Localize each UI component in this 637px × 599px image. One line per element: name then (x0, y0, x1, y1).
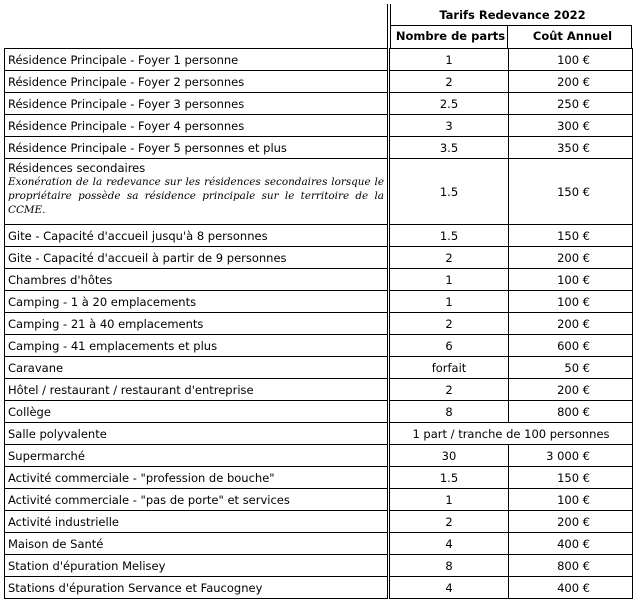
row-label-cell (5, 401, 389, 423)
table-row (5, 335, 633, 357)
table-row (5, 379, 633, 401)
row-label: Gite - Capacité d'accueil jusqu'à 8 personnes (8, 228, 268, 243)
table-row (5, 247, 633, 269)
row-parts: 2 (389, 247, 509, 269)
table-row (5, 225, 633, 247)
row-label-cell (5, 423, 389, 445)
table-row (5, 445, 633, 467)
table-row (5, 533, 633, 555)
row-label: Résidence Principale - Foyer 5 personnes et plus (8, 140, 287, 155)
row-cost: 400 € (509, 577, 633, 599)
table-row (5, 115, 633, 137)
row-parts: 1.5 (389, 159, 509, 225)
table-row (5, 467, 633, 489)
row-label-cell (5, 555, 389, 577)
row-label-cell (5, 511, 389, 533)
row-parts: 1 (389, 489, 509, 511)
row-cost: 200 € (509, 313, 633, 335)
row-label: Camping - 21 à 40 emplacements (8, 316, 204, 331)
row-label: Camping - 41 emplacements et plus (8, 338, 218, 353)
row-cost: 150 € (509, 467, 633, 489)
row-cost: 600 € (509, 335, 633, 357)
header-rule (391, 25, 632, 26)
table-row (5, 401, 633, 423)
row-parts: 8 (389, 555, 509, 577)
row-label: Camping - 1 à 20 emplacements (8, 294, 197, 309)
row-label: Hôtel / restaurant / restaurant d'entreprise (8, 382, 254, 397)
row-cost: 150 € (509, 159, 633, 225)
row-label: Résidence Principale - Foyer 4 personnes (8, 118, 245, 133)
table-row (5, 577, 633, 599)
row-span-value: 1 part / tranche de 100 personnes (389, 423, 633, 445)
row-note: Exonération de la redevance sur les résidences secondaires lorsque le propriétaire possède sa résidence principale sur le territoire de la CCME. (8, 176, 384, 216)
row-parts: 1 (389, 291, 509, 313)
row-cost: 100 € (509, 489, 633, 511)
table-row (5, 159, 633, 225)
header-right-edge (631, 25, 632, 48)
row-parts: 2 (389, 71, 509, 93)
header-double-line-left (387, 4, 388, 48)
row-label-cell (5, 71, 389, 93)
row-parts: 1 (389, 49, 509, 71)
rates-table (4, 48, 633, 599)
row-parts: 4 (389, 577, 509, 599)
row-label-cell (5, 269, 389, 291)
table-row (5, 489, 633, 511)
row-label: Activité industrielle (8, 514, 119, 529)
row-label: Maison de Santé (8, 536, 104, 551)
row-parts: 8 (389, 401, 509, 423)
row-label: Activité commerciale - "profession de bouche" (8, 470, 275, 485)
table-row (5, 269, 633, 291)
header-column-divider (507, 25, 508, 48)
row-cost: 200 € (509, 71, 633, 93)
row-label: Stations d'épuration Servance et Faucogney (8, 580, 263, 595)
table-row (5, 555, 633, 577)
header-blank-2 (4, 25, 388, 46)
row-cost: 800 € (509, 555, 633, 577)
row-parts: 6 (389, 335, 509, 357)
row-label-cell (5, 159, 389, 225)
table-row (5, 423, 633, 445)
row-label-cell (5, 467, 389, 489)
row-label-cell (5, 357, 389, 379)
row-parts: 4 (389, 533, 509, 555)
row-label-cell (5, 577, 389, 599)
table-row (5, 313, 633, 335)
row-cost: 250 € (509, 93, 633, 115)
row-cost: 200 € (509, 379, 633, 401)
row-label: Activité commerciale - "pas de porte" et services (8, 492, 290, 507)
row-label-cell (5, 533, 389, 555)
row-parts: 1.5 (389, 225, 509, 247)
row-cost: 200 € (509, 247, 633, 269)
header-double-line-right (390, 4, 391, 48)
row-label: Résidence Principale - Foyer 1 personne (8, 52, 239, 67)
row-parts: 2 (389, 313, 509, 335)
rates-table-body (5, 49, 633, 599)
table-row (5, 511, 633, 533)
row-cost: 100 € (509, 291, 633, 313)
row-parts: 1.5 (389, 467, 509, 489)
table-row (5, 93, 633, 115)
row-label: Station d'épuration Melisey (8, 558, 166, 573)
row-label-cell (5, 247, 389, 269)
row-parts: 2.5 (389, 93, 509, 115)
row-parts: 2 (389, 379, 509, 401)
table-row (5, 291, 633, 313)
row-label: Salle polyvalente (8, 426, 107, 441)
row-cost: 200 € (509, 511, 633, 533)
row-label-cell (5, 313, 389, 335)
row-parts: 2 (389, 511, 509, 533)
row-label-cell (5, 93, 389, 115)
row-label: Caravane (8, 360, 64, 375)
column-header-parts: Nombre de parts (395, 28, 506, 43)
row-cost: 3 000 € (509, 445, 633, 467)
row-cost: 150 € (509, 225, 633, 247)
row-parts: 30 (389, 445, 509, 467)
row-cost: 800 € (509, 401, 633, 423)
row-cost: 350 € (509, 137, 633, 159)
header-blank (4, 4, 388, 25)
table-row (5, 49, 633, 71)
row-cost: 100 € (509, 49, 633, 71)
row-parts: 3 (389, 115, 509, 137)
row-label-cell (5, 291, 389, 313)
row-label: Résidences secondaires (8, 161, 146, 175)
row-label-cell (5, 445, 389, 467)
row-cost: 400 € (509, 533, 633, 555)
table-row (5, 137, 633, 159)
row-parts: 1 (389, 269, 509, 291)
table-row (5, 357, 633, 379)
row-label: Résidence Principale - Foyer 3 personnes (8, 96, 245, 111)
row-label: Gite - Capacité d'accueil à partir de 9 personnes (8, 250, 287, 265)
row-cost: 50 € (509, 357, 633, 379)
row-cost: 100 € (509, 269, 633, 291)
column-header-cost: Coût Annuel (532, 28, 613, 43)
row-label: Supermarché (8, 448, 85, 463)
row-label-cell (5, 137, 389, 159)
row-cost: 300 € (509, 115, 633, 137)
row-label-cell (5, 335, 389, 357)
row-label-cell (5, 225, 389, 247)
row-label: Chambres d'hôtes (8, 272, 113, 287)
row-label-cell (5, 115, 389, 137)
table-row (5, 71, 633, 93)
row-label: Résidence Principale - Foyer 2 personnes (8, 74, 245, 89)
row-label-cell (5, 49, 389, 71)
row-parts: forfait (389, 357, 509, 379)
row-parts: 3.5 (389, 137, 509, 159)
row-label-cell (5, 489, 389, 511)
table-title: Tarifs Redevance 2022 (439, 7, 586, 22)
row-label: Collège (8, 404, 51, 419)
row-label-cell (5, 379, 389, 401)
